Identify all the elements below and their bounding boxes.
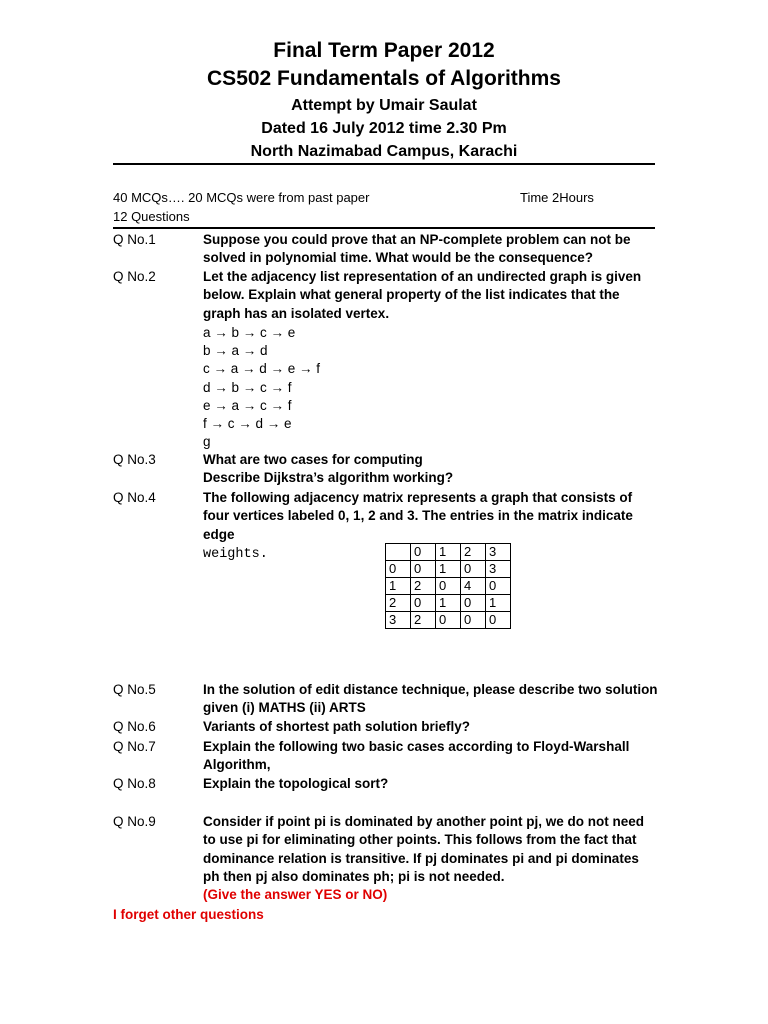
adjacency-matrix: [385, 543, 511, 629]
adjacency-row: d → b → c → f: [203, 379, 292, 395]
adjacency-row: b → a → d: [203, 343, 268, 359]
matrix-cell: 0: [436, 578, 461, 595]
question-count: 12 Questions: [113, 209, 190, 224]
matrix-cell: 3: [486, 561, 511, 578]
question-text: [203, 451, 658, 488]
matrix-cell: 0: [461, 612, 486, 629]
matrix-cell: 2: [411, 578, 436, 595]
matrix-cell: 0: [486, 578, 511, 595]
question-text: Variants of shortest path solution briefly?: [203, 719, 471, 734]
question-label: Q No.7: [113, 739, 156, 754]
matrix-cell: 0: [386, 561, 411, 578]
matrix-cell: 1: [486, 595, 511, 612]
question-text-main: Consider if point pi is dominated by another point pj, we do not need to use pi for eliminating other points. This follows from the fact that dominance relation is transitive. If pj dominates pi and pi dominates ph then pj also dominates ph; pi is not needed.: [203, 814, 644, 884]
question-label: Q No.5: [113, 682, 156, 697]
question-label: Q No.6: [113, 719, 156, 734]
question-text: Let the adjacency list representation of an undirected graph is given below. Explain what general property of the list indicates that the graph has an isolated vertex.: [203, 269, 642, 321]
matrix-cell: 3: [486, 544, 511, 561]
question-label: Q No.3: [113, 452, 156, 467]
matrix-cell: 1: [436, 595, 461, 612]
header-divider: [113, 163, 655, 165]
matrix-cell: 1: [436, 561, 461, 578]
time-info: Time 2Hours: [520, 190, 594, 205]
adjacency-row: e → a → c → f: [203, 397, 292, 413]
adjacency-row: g: [203, 434, 211, 450]
question-text: [203, 813, 658, 904]
question-text: Suppose you could prove that an NP-complete problem can not be solved in polynomial time. What would be the consequence?: [203, 232, 631, 266]
question-label: Q No.8: [113, 776, 156, 791]
mcq-info: 40 MCQs…. 20 MCQs were from past paper: [113, 190, 370, 205]
matrix-cell: 0: [461, 595, 486, 612]
date-line: Dated 16 July 2012 time 2.30 Pm: [261, 120, 507, 137]
matrix-cell: 0: [461, 561, 486, 578]
matrix-cell: 0: [436, 612, 461, 629]
matrix-cell: 1: [386, 578, 411, 595]
footer-note: I forget other questions: [113, 907, 264, 922]
matrix-cell: 0: [411, 595, 436, 612]
matrix-cell: 0: [411, 561, 436, 578]
matrix-cell: 1: [436, 544, 461, 561]
question-text-mono: weights.: [203, 546, 268, 562]
matrix-row: [386, 578, 511, 595]
adjacency-list: [203, 324, 320, 451]
matrix-cell: [386, 544, 411, 561]
question-text: Explain the topological sort?: [203, 776, 389, 791]
adjacency-row: c → a → d → e → f: [203, 361, 321, 377]
title-line-2: CS502 Fundamentals of Algorithms: [207, 67, 561, 90]
attempt-line: Attempt by Umair Saulat: [291, 97, 477, 114]
matrix-header-row: [386, 544, 511, 561]
title-line-1: Final Term Paper 2012: [273, 39, 495, 62]
question-label: Q No.9: [113, 814, 156, 829]
matrix-cell: 2: [411, 612, 436, 629]
question-label: Q No.4: [113, 490, 156, 505]
question-label: Q No.1: [113, 232, 156, 247]
matrix-row: [386, 612, 511, 629]
question-text-line: What are two cases for computing: [203, 452, 423, 467]
adjacency-row: f → c → d → e: [203, 416, 292, 432]
matrix-row: [386, 561, 511, 578]
matrix-cell: 0: [411, 544, 436, 561]
matrix-cell: 3: [386, 612, 411, 629]
answer-instruction: (Give the answer YES or NO): [203, 887, 388, 903]
adjacency-row: a → b → c → e: [203, 325, 296, 340]
matrix-cell: 4: [461, 578, 486, 595]
matrix-cell: 0: [486, 612, 511, 629]
meta-divider: [113, 227, 655, 229]
campus-line: North Nazimabad Campus, Karachi: [250, 143, 518, 160]
question-text-main: The following adjacency matrix represents a graph that consists of four vertices labeled 0, 1, 2 and 3. The entries in the matrix indicate edge: [203, 490, 633, 542]
matrix-row: [386, 595, 511, 612]
matrix-cell: 2: [461, 544, 486, 561]
question-label: Q No.2: [113, 269, 156, 284]
question-text: Explain the following two basic cases according to Floyd-Warshall Algorithm,: [203, 739, 630, 773]
question-text: In the solution of edit distance technique, please describe two solution given (i) MATHS (ii) ARTS: [203, 682, 658, 716]
matrix-cell: 2: [386, 595, 411, 612]
question-text-line: Describe Dijkstra’s algorithm working?: [203, 470, 454, 486]
